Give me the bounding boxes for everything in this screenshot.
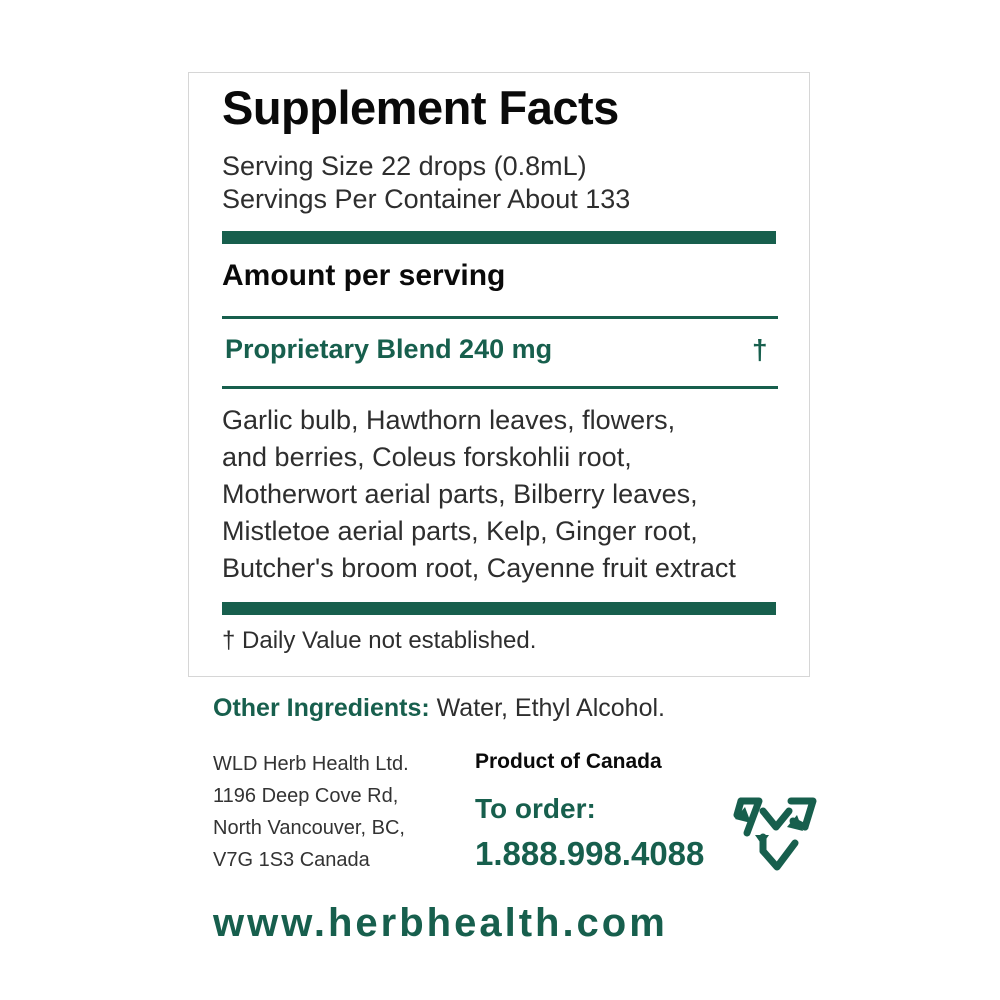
other-ingredients [213,694,665,723]
amount-per-serving-heading: Amount per serving [222,259,506,292]
ingredient-line: and berries, Coleus forskohlii root, [222,442,632,472]
product-origin: Product of Canada [475,750,662,773]
ingredient-line: Butcher's broom root, Cayenne fruit extract [222,553,736,583]
order-phone: 1.888.998.4088 [475,835,705,872]
divider-thin [222,386,778,389]
address-line: 1196 Deep Cove Rd, [213,785,399,807]
blend-dagger: † [752,334,768,365]
company-address [213,748,409,876]
ingredient-list [222,402,782,587]
ingredient-line: Mistletoe aerial parts, Kelp, Ginger root, [222,516,698,546]
ingredient-line: Garlic bulb, Hawthorn leaves, flowers, [222,405,676,435]
divider-thick-top [222,231,776,244]
other-ingredients-value: Water, Ethyl Alcohol. [436,694,665,722]
servings-per-container: Servings Per Container About 133 [222,184,631,214]
recycle-icon [733,793,819,873]
ingredient-line: Motherwort aerial parts, Bilberry leaves, [222,479,698,509]
serving-info [222,150,630,216]
divider-thin [222,316,778,319]
proprietary-blend: Proprietary Blend 240 mg [225,334,553,364]
page-title: Supplement Facts [222,81,619,134]
website-link[interactable]: www.herbhealth.com [213,901,668,945]
daily-value-footnote: † Daily Value not established. [222,627,537,654]
address-line: North Vancouver, BC, [213,817,405,839]
serving-size: Serving Size 22 drops (0.8mL) [222,151,587,181]
divider-thick-bottom [222,602,776,615]
order-label: To order: [475,793,596,824]
address-line: V7G 1S3 Canada [213,849,370,871]
address-line: WLD Herb Health Ltd. [213,753,409,775]
other-ingredients-label: Other Ingredients: [213,694,430,722]
